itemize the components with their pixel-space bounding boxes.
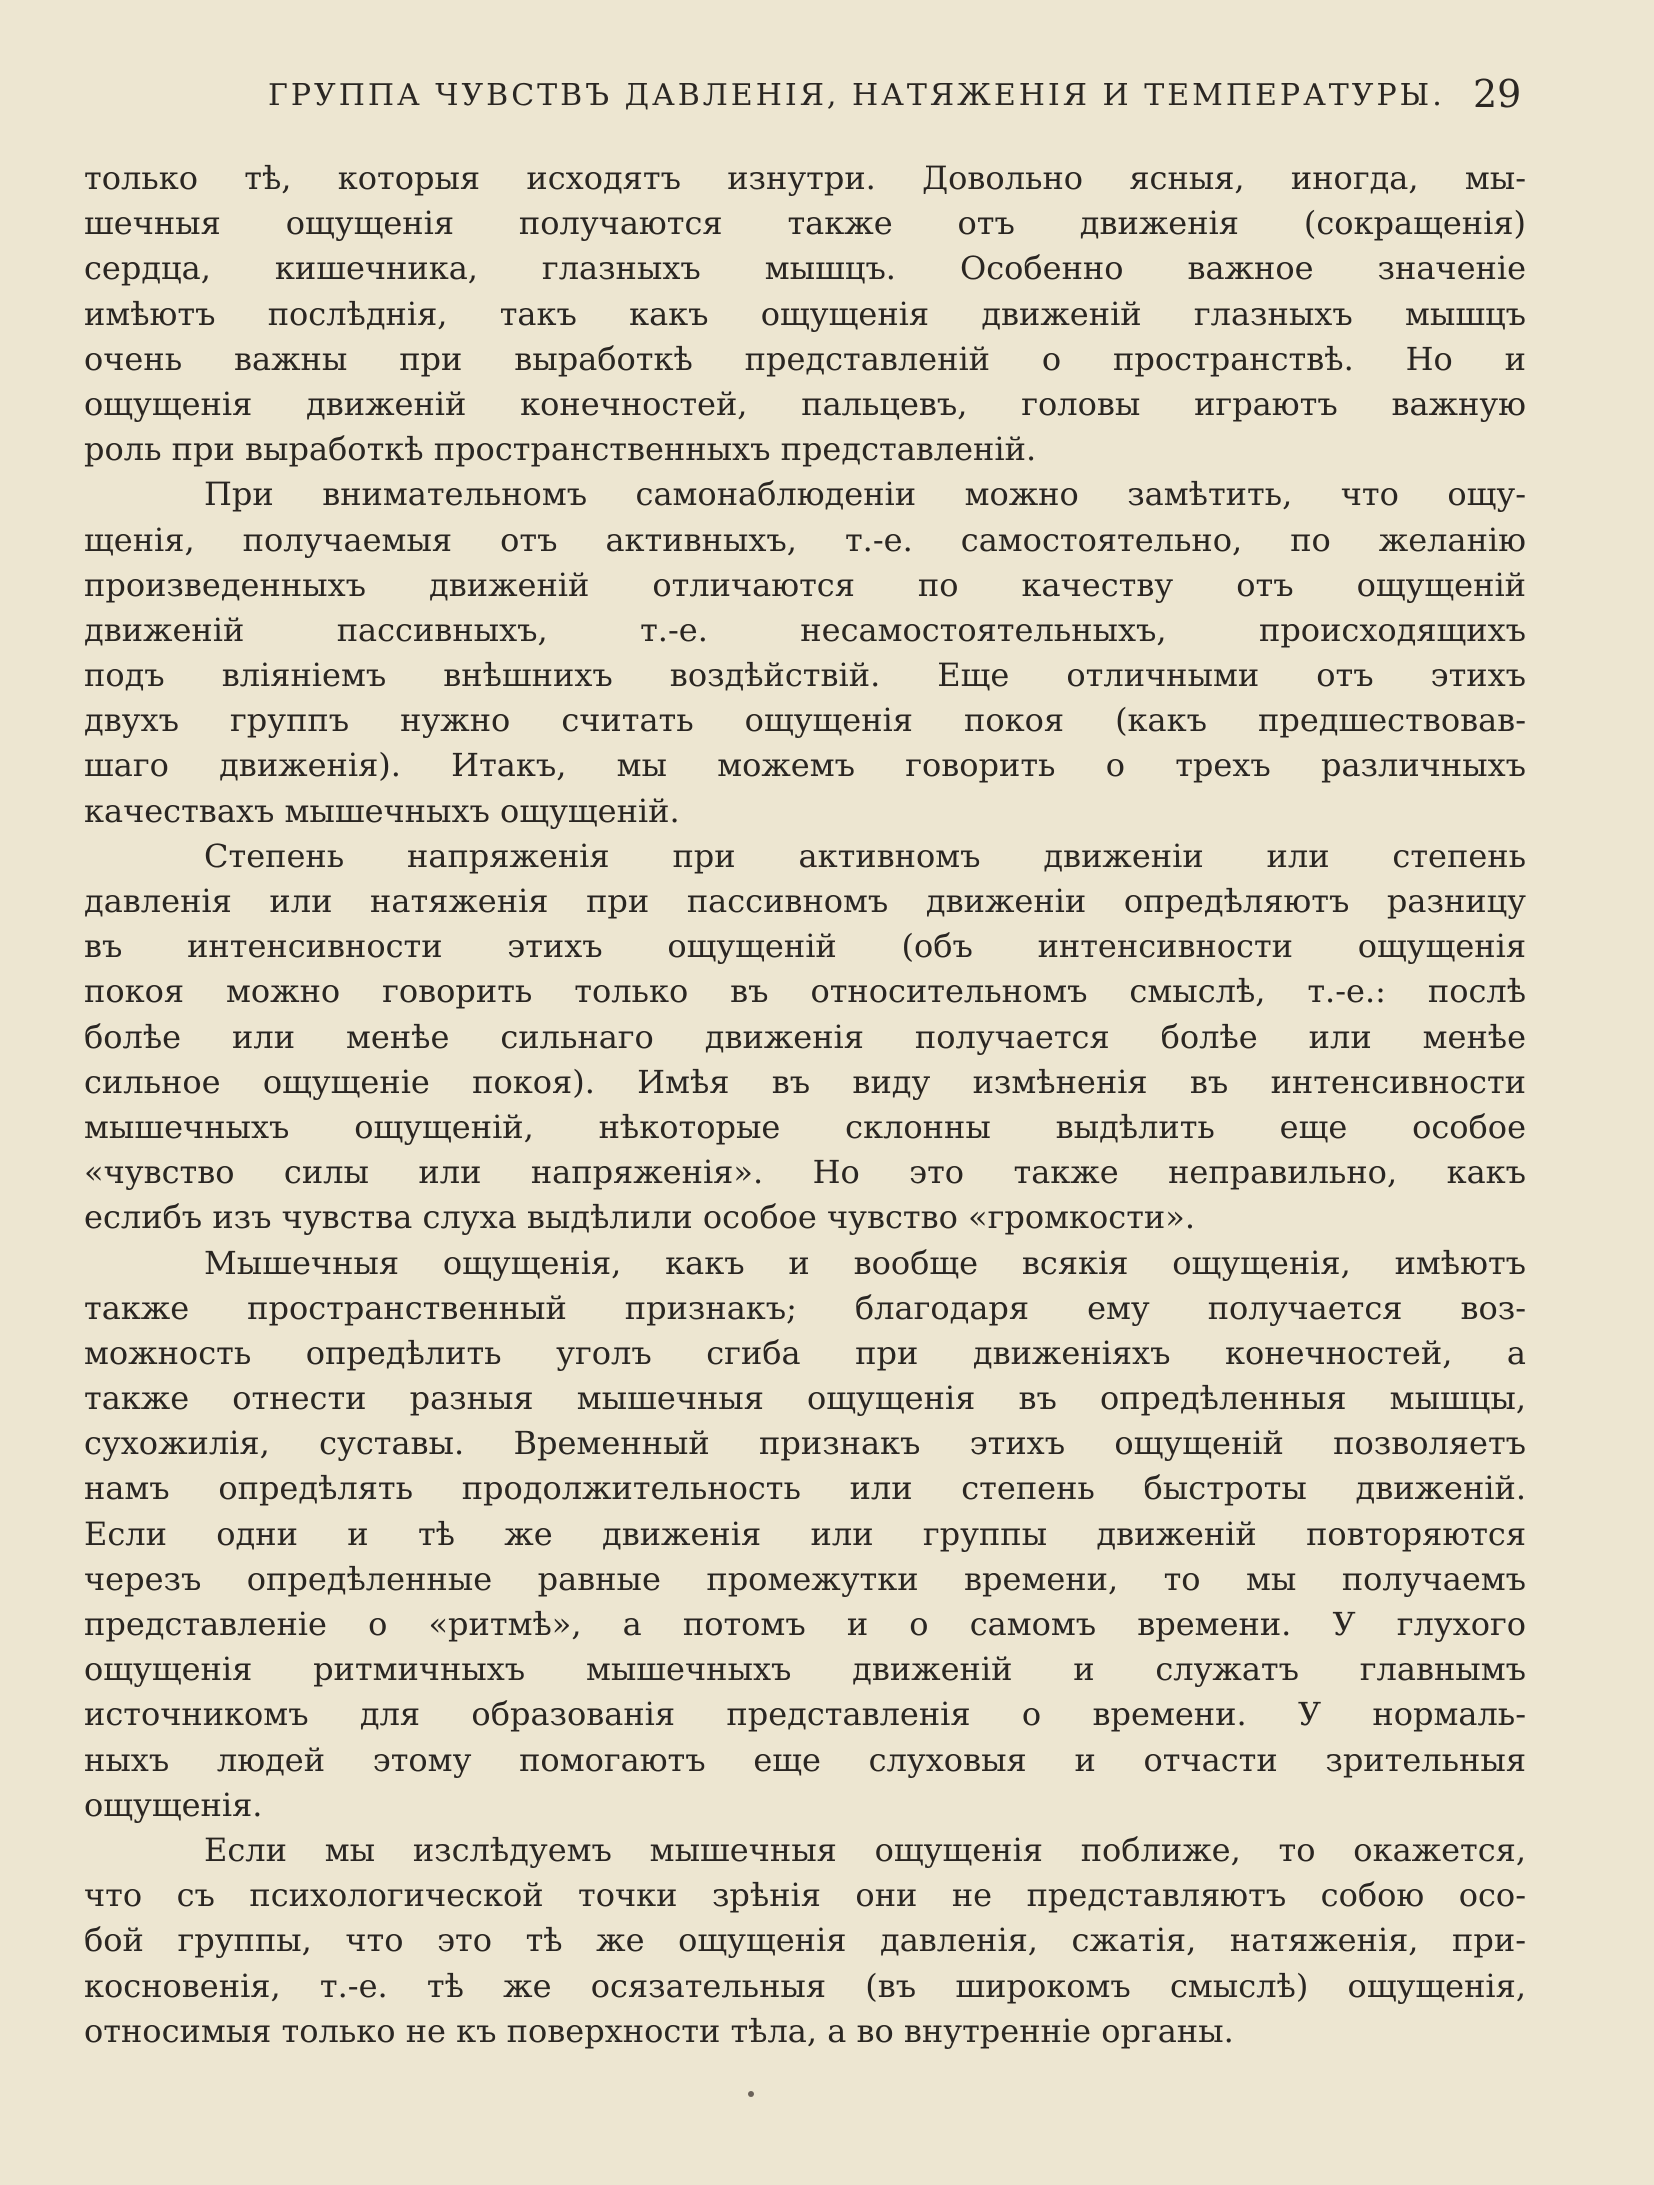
- text-line: сердца, кишечника, глазныхъ мышцъ. Особенно важное значеніе: [84, 249, 1526, 288]
- running-head: ГРУППА ЧУВСТВЪ ДАВЛЕНІЯ, НАТЯЖЕНІЯ И ТЕМПЕРАТУРЫ.: [268, 78, 1445, 113]
- text-line: сильное ощущеніе покоя). Имѣя въ виду измѣненія въ интенсивности: [84, 1062, 1526, 1101]
- text-line: «чувство силы или напряженія». Но это также неправильно, какъ: [84, 1153, 1526, 1192]
- text-line: сухожилія, суставы. Временный признакъ этихъ ощущеній позволяетъ: [84, 1424, 1526, 1463]
- text-line: движеній пассивныхъ, т.-е. несамостоятельныхъ, происходящихъ: [84, 610, 1526, 649]
- text-line: давленія или натяженія при пассивномъ движеніи опредѣляютъ разницу: [84, 882, 1526, 920]
- text-line: Мышечныя ощущенія, какъ и вообще всякія ощущенія, имѣютъ: [204, 1243, 1526, 1282]
- text-line: Если одни и тѣ же движенія или группы движеній повторяются: [84, 1514, 1526, 1553]
- text-line: произведенныхъ движеній отличаются по качеству отъ ощущеній: [84, 565, 1526, 604]
- text-line: При внимательномъ самонаблюденіи можно замѣтить, что ощу-: [204, 475, 1526, 514]
- text-line: Если мы изслѣдуемъ мышечныя ощущенія поближе, то окажется,: [204, 1830, 1526, 1869]
- text-line: Степень напряженія при активномъ движеніи или степень: [204, 836, 1526, 875]
- body-text: [84, 156, 1526, 2054]
- text-line: источникомъ для образованія представленія о времени. У нормаль-: [84, 1695, 1526, 1734]
- text-line: болѣе или менѣе сильнаго движенія получается болѣе или менѣе: [84, 1017, 1526, 1056]
- text-line: щенія, получаемыя отъ активныхъ, т.-е. самостоятельно, по желанію: [84, 520, 1526, 559]
- text-line: ощущенія.: [84, 1785, 263, 1824]
- text-line: только тѣ, которыя исходятъ изнутри. Довольно ясныя, иногда, мы-: [84, 159, 1526, 197]
- text-line: еслибъ изъ чувства слуха выдѣлили особое чувство «громкости».: [84, 1198, 1195, 1237]
- text-line: что съ психологической точки зрѣнія они не представляютъ собою осо-: [84, 1876, 1526, 1915]
- text-line: шечныя ощущенія получаются также отъ движенія (сокращенія): [84, 204, 1526, 243]
- text-line: относимыя только не къ поверхности тѣла, а во внутренніе органы.: [84, 2011, 1234, 2050]
- text-line: ощущенія ритмичныхъ мышечныхъ движеній и служатъ главнымъ: [84, 1650, 1526, 1689]
- text-line: косновенія, т.-е. тѣ же осязательныя (въ широкомъ смыслѣ) ощущенія,: [84, 1966, 1526, 2005]
- text-line: черезъ опредѣленные равные промежутки времени, то мы получаемъ: [84, 1559, 1526, 1598]
- text-line: ныхъ людей этому помогаютъ еще слуховыя и отчасти зрительныя: [84, 1740, 1526, 1779]
- text-line: шаго движенія). Итакъ, мы можемъ говорить о трехъ различныхъ: [84, 746, 1526, 785]
- text-line: качествахъ мышечныхъ ощущеній.: [84, 791, 680, 830]
- text-line: подъ вліяніемъ внѣшнихъ воздѣйствій. Еще отличными отъ этихъ: [84, 656, 1526, 695]
- text-line: очень важны при выработкѣ представленій о пространствѣ. Но и: [84, 339, 1526, 378]
- ink-speck: [748, 2091, 754, 2097]
- text-line: въ интенсивности этихъ ощущеній (объ интенсивности ощущенія: [84, 927, 1526, 966]
- text-line: также пространственный признакъ; благодаря ему получается воз-: [84, 1288, 1526, 1327]
- text-line: представленіе о «ритмѣ», а потомъ и о самомъ времени. У глухого: [84, 1605, 1526, 1643]
- text-line: бой группы, что это тѣ же ощущенія давленія, сжатія, натяженія, при-: [84, 1921, 1526, 1960]
- text-line: покоя можно говорить только въ относительномъ смыслѣ, т.-е.: послѣ: [84, 972, 1526, 1011]
- text-line: можность опредѣлить уголъ сгиба при движеніяхъ конечностей, а: [84, 1333, 1526, 1372]
- text-line: роль при выработкѣ пространственныхъ представленій.: [84, 430, 1037, 469]
- text-line: мышечныхъ ощущеній, нѣкоторые склонны выдѣлить еще особое: [84, 1107, 1526, 1146]
- page-header: [0, 72, 1654, 128]
- text-line: ощущенія движеній конечностей, пальцевъ, головы играютъ важную: [84, 384, 1526, 423]
- text-line: двухъ группъ нужно считать ощущенія покоя (какъ предшествовав-: [84, 701, 1526, 740]
- text-line: имѣютъ послѣднія, такъ какъ ощущенія движеній глазныхъ мышцъ: [84, 294, 1526, 333]
- page-number: 29: [1473, 72, 1522, 116]
- text-line: также отнести разныя мышечныя ощущенія въ опредѣленныя мышцы,: [84, 1379, 1526, 1418]
- text-line: намъ опредѣлять продолжительность или степень быстроты движеній.: [84, 1469, 1526, 1508]
